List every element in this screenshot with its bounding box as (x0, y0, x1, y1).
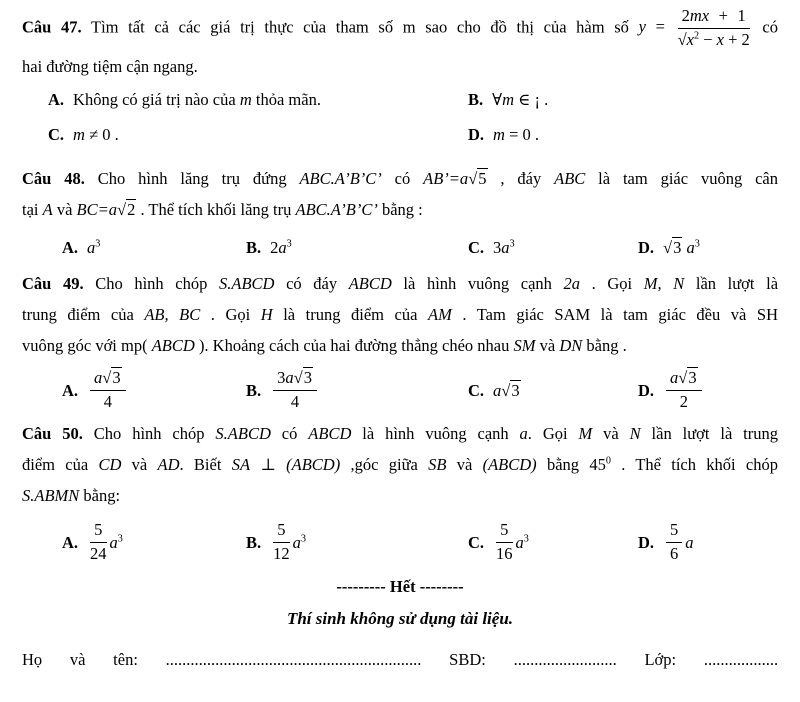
question-50-line-3 (22, 480, 778, 511)
q49-math-5: AB, BC (144, 304, 201, 324)
option-d-math: m (493, 124, 505, 144)
fraction-denominator: 6 (670, 543, 679, 563)
option-a-math: m (239, 89, 252, 109)
question-50-line-1 (22, 418, 778, 449)
q49-text-2: có đáy (274, 273, 349, 293)
exponent: 3 (95, 238, 101, 250)
q50-math-7: AD (157, 454, 180, 474)
question-48-line-2 (22, 194, 778, 225)
question-50-options (22, 520, 778, 565)
option-d-label: D. (638, 380, 655, 400)
q49-math-3: 2a (563, 273, 581, 293)
radical-expression (501, 380, 520, 400)
option-d (468, 117, 778, 152)
radical-sign-icon: √ (468, 168, 478, 188)
question-47-text: Tìm tất cả các giá trị thực của tham số m sao cho đồ thị của hàm số (81, 17, 639, 37)
q50-text-3: là hình vuông cạnh (351, 423, 520, 443)
q49-text-5: lần lượt là (684, 273, 779, 293)
option-a-label: A. (62, 380, 79, 400)
option-c (468, 375, 638, 406)
option-c-post: ≠ 0 . (84, 124, 119, 144)
q49-text-11: ). Khoảng cách của hai đường thẳng chéo nhau (194, 335, 514, 355)
option-c-label: C. (48, 124, 65, 144)
radical-sign-icon: √ (678, 367, 688, 387)
q50-text-7: điểm của (22, 454, 99, 474)
question-49-options (22, 368, 778, 413)
option-a (62, 232, 246, 263)
q49-text-4: . Gọi (580, 273, 644, 293)
perpendicular-symbol: ⊥ (250, 454, 287, 474)
option-a-label: A. (62, 237, 79, 257)
q48-math-1: ABC.A’B’C’ (299, 168, 382, 188)
radicand: 3 (673, 237, 682, 257)
question-47 (22, 6, 778, 152)
question-50-label: Câu 50. (22, 423, 83, 443)
equals-sign: = (645, 17, 675, 37)
rad-exponent: 2 (693, 30, 700, 42)
fraction (90, 521, 107, 564)
option-a-label: A. (48, 89, 65, 109)
exponent: 3 (117, 533, 123, 545)
option-d-value (663, 232, 700, 263)
q50-text-1: Cho hình chóp (82, 423, 216, 443)
option-d-var (685, 527, 693, 558)
q50-math-6: CD (98, 454, 122, 474)
math-var: a (685, 532, 694, 552)
q50-math-1: S.ABCD (215, 423, 271, 443)
num-coeff: 2 (681, 6, 690, 25)
q48-text-1: Cho hình lăng trụ đứng (84, 168, 300, 188)
option-a (48, 82, 468, 117)
fraction (666, 369, 702, 412)
q50-text-12: bằng 45 (536, 454, 606, 474)
coefficient: 2 (270, 237, 279, 257)
fraction (90, 369, 126, 412)
num-vars: mx (689, 6, 710, 25)
option-b-var (293, 527, 306, 558)
radical-sign-icon: √ (293, 367, 303, 387)
fraction (273, 369, 317, 412)
q48-sqrt-expr-1 (423, 168, 487, 188)
q50-math-2: ABCD (308, 423, 352, 443)
option-b-label: B. (246, 237, 262, 257)
option-b (246, 232, 468, 263)
end-divider: --------- Hết -------- (336, 576, 464, 596)
q48-sqrt-expr-2 (77, 199, 137, 219)
q49-text-1: Cho hình chóp (83, 273, 219, 293)
radical-expression (678, 367, 697, 387)
fraction-numerator (273, 369, 317, 391)
fraction-denominator: 4 (290, 391, 300, 411)
candidate-info-line (22, 645, 778, 675)
radical-expression (663, 237, 682, 257)
radical-sign-icon: √ (102, 367, 112, 387)
q48-math-4: A (42, 199, 53, 219)
option-b (246, 520, 468, 565)
fraction-denominator: 2 (679, 391, 688, 411)
question-47-line-1 (22, 6, 778, 51)
fraction-numerator: 5 (90, 521, 107, 543)
radical-sign-icon: √ (501, 380, 511, 400)
q48-text-7: . Thể tích khối lăng trụ (136, 199, 296, 219)
sbd-fill-dots: ......................... (513, 649, 617, 669)
option-c-text (73, 117, 119, 152)
math-var: a (87, 237, 96, 257)
rad-var: x (686, 29, 694, 49)
class-label: Lớp: (644, 649, 677, 669)
radicand (687, 30, 750, 49)
option-a-pre: Không có giá trị nào của (73, 89, 240, 109)
math-var: a (493, 380, 502, 400)
q49-text-12: và (535, 335, 560, 355)
question-49 (22, 268, 778, 413)
q50-text-11: và (446, 454, 483, 474)
question-48-label: Câu 48. (22, 168, 85, 188)
option-c (468, 520, 638, 565)
question-49-line-3 (22, 330, 778, 361)
option-c (48, 117, 468, 152)
option-a-var (110, 527, 123, 558)
fraction (496, 521, 513, 564)
option-c-label: C. (468, 237, 485, 257)
option-b-label: B. (246, 380, 262, 400)
radicand: 2 (127, 199, 136, 219)
class-fill-dots: .................. (703, 649, 779, 669)
fraction-numerator: 5 (496, 521, 513, 543)
math-var: a (515, 532, 524, 552)
option-c-var (516, 527, 529, 558)
option-a (62, 368, 246, 413)
radical-expression (294, 367, 313, 387)
q48-text-8: bằng : (377, 199, 423, 219)
q48-math-6: ABC.A’B’C’ (295, 199, 378, 219)
sbd-label: SBD: (449, 649, 486, 669)
q49-math-7: AM (428, 304, 452, 324)
radical-sign-icon: √ (677, 29, 687, 49)
rad-const: + 2 (723, 29, 750, 49)
option-a-value (87, 232, 100, 263)
math-var: a (292, 532, 301, 552)
math-var: a (94, 367, 103, 387)
question-48 (22, 163, 778, 263)
q49-math-9: SM (513, 335, 536, 355)
q49-text-3: là hình vuông cạnh (391, 273, 564, 293)
q49-text-13: bằng . (582, 335, 627, 355)
exponent: 3 (694, 238, 700, 250)
q49-math-6: H (260, 304, 273, 324)
option-b-text (492, 82, 548, 117)
radical-expression (117, 199, 136, 219)
q50-text-6: lần lượt là trung (640, 423, 778, 443)
option-a-text (73, 82, 321, 117)
option-d-label: D. (638, 237, 655, 257)
q48-text-5: tại (22, 199, 43, 219)
q49-text-7: . Gọi (200, 304, 261, 324)
q48-text-2: có (381, 168, 424, 188)
option-d (638, 368, 778, 413)
q50-math-3: a (519, 423, 528, 443)
q49-math-4: M, N (643, 273, 685, 293)
question-48-options (22, 232, 778, 263)
fraction (273, 521, 290, 564)
name-fill-dots: .............................................................. (165, 649, 422, 669)
radicand: 3 (511, 380, 520, 400)
option-b-pre: ∀ (492, 89, 503, 109)
q48-text-6: và (52, 199, 77, 219)
exponent: 3 (286, 238, 292, 250)
math-var-y: y (638, 17, 646, 37)
option-b (468, 82, 778, 117)
option-c-label: C. (468, 532, 485, 552)
option-d-text (493, 117, 539, 152)
q49-math-8: ABCD (151, 335, 195, 355)
math-var: a (285, 367, 294, 387)
fraction-numerator (90, 369, 126, 391)
radical-expression (468, 168, 487, 188)
degree-exponent: 0 (605, 455, 611, 467)
q49-math-2: ABCD (348, 273, 392, 293)
question-47-line-2: hai đường tiệm cận ngang. (22, 56, 198, 76)
question-49-label: Câu 49. (22, 273, 84, 293)
math-var: a (109, 532, 118, 552)
option-c-value (493, 375, 521, 406)
radical-expression (102, 367, 121, 387)
q50-text-9: . Biết (179, 454, 232, 474)
num-const: + 1 (709, 6, 746, 25)
option-c-value (493, 232, 515, 263)
formula-q47 (638, 6, 753, 49)
fraction-numerator: 5 (273, 521, 290, 543)
question-49-line-1 (22, 268, 778, 299)
q49-text-8: là trung điểm của (272, 304, 428, 324)
option-a-post: thỏa mãn. (251, 89, 321, 109)
q49-math-10: DN (559, 335, 583, 355)
math-var: a (278, 237, 287, 257)
math-var: a (682, 237, 695, 257)
option-b-post: ∈ ¡ . (514, 89, 549, 109)
question-47-options-row-2 (22, 117, 778, 152)
fraction-denominator: 4 (103, 391, 112, 411)
option-a (62, 520, 246, 565)
q50-text-13: . Thể tích khối chóp (610, 454, 778, 474)
fraction-denominator: 12 (273, 543, 290, 563)
option-b-value (270, 232, 292, 263)
question-47-label: Câu 47. (22, 17, 82, 37)
math-var: a (670, 367, 679, 387)
question-50-line-2 (22, 449, 778, 480)
q49-text-6: trung điểm của (22, 304, 145, 324)
question-49-line-2 (22, 299, 778, 330)
radical-sign-icon: √ (663, 237, 673, 257)
q50-math-4: M (578, 423, 593, 443)
option-d (638, 232, 778, 263)
rad-var2: x (716, 29, 724, 49)
question-50 (22, 418, 778, 565)
question-47-options-row-1 (22, 82, 778, 117)
option-d-post: = 0 . (504, 124, 540, 144)
fraction-denominator (678, 29, 750, 50)
radicand: 3 (303, 367, 312, 387)
question-48-line-1 (22, 163, 778, 194)
q50-text-14: bằng: (79, 485, 121, 505)
option-b-label: B. (468, 89, 484, 109)
fraction-denominator: 16 (496, 543, 513, 563)
question-47-text-after: có (752, 17, 779, 37)
fraction-denominator: 24 (90, 543, 107, 563)
radical-sign-icon: √ (117, 199, 127, 219)
q50-text-2: có (270, 423, 309, 443)
q48-text-3: , đáy (487, 168, 555, 188)
exponent: 3 (523, 533, 529, 545)
option-b-math: m (502, 89, 515, 109)
q50-text-10: ,góc giữa (340, 454, 429, 474)
exam-note: Thí sinh không sử dụng tài liệu. (286, 608, 514, 628)
q50-math-12: S.ABMN (22, 485, 80, 505)
radicand: 3 (112, 367, 121, 387)
radicand: 5 (478, 168, 487, 188)
option-c-label: C. (468, 380, 485, 400)
fraction-numerator: 5 (666, 521, 682, 543)
option-d-label: D. (638, 532, 655, 552)
fraction-numerator (666, 369, 702, 391)
q48-text-4: là tam giác vuông cân (585, 168, 778, 188)
q49-math-1: S.ABCD (218, 273, 275, 293)
q50-math-9: (ABCD) (286, 454, 341, 474)
exponent: 3 (300, 533, 306, 545)
fraction (678, 7, 750, 50)
option-a-label: A. (62, 532, 79, 552)
q48-math-3: ABC (554, 168, 586, 188)
coefficient: 3 (493, 237, 502, 257)
q50-text-4: . Gọi (527, 423, 579, 443)
q50-text-5: và (592, 423, 630, 443)
q50-math-8: SA (231, 454, 251, 474)
q49-text-9: . Tam giác SAM là tam giác đều và SH (451, 304, 778, 324)
q50-math-10: SB (428, 454, 447, 474)
math-var: a (501, 237, 510, 257)
q49-text-10: vuông góc với mp( (22, 335, 152, 355)
option-d (638, 520, 778, 565)
q50-text-8: và (121, 454, 158, 474)
q48-math-2: AB’=a (423, 168, 469, 188)
option-d-label: D. (468, 124, 485, 144)
q50-math-11: (ABCD) (482, 454, 537, 474)
q48-math-5: BC=a (76, 199, 118, 219)
fraction-numerator (678, 7, 750, 29)
radicand: 3 (688, 367, 697, 387)
option-c (468, 232, 638, 263)
coefficient: 3 (277, 367, 286, 387)
q50-math-5: N (629, 423, 641, 443)
fraction (666, 521, 682, 564)
option-b (246, 368, 468, 413)
option-c-math: m (73, 124, 85, 144)
option-b-label: B. (246, 532, 262, 552)
name-label: Họ và tên: (22, 649, 138, 669)
rad-op: − (699, 29, 717, 49)
exponent: 3 (509, 238, 515, 250)
